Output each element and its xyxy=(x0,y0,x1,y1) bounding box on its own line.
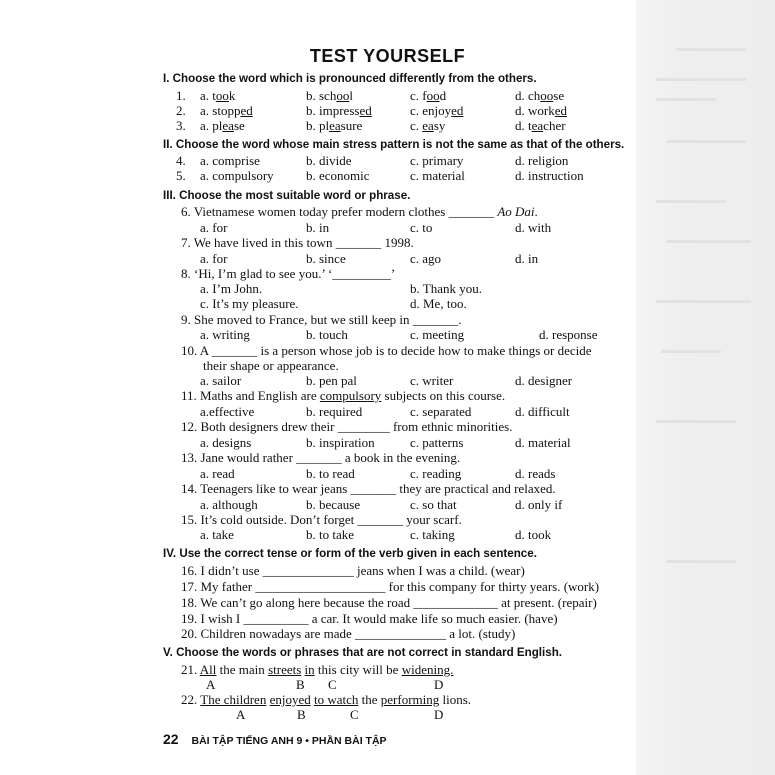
question-11-stem: 11. Maths and English are compulsory subjects on this course. xyxy=(181,388,506,403)
section-5-heading: V. Choose the words or phrases that are not correct in standard English. xyxy=(163,646,562,659)
question-21-letters: A B C D xyxy=(206,677,444,692)
question-22: 22. The children enjoyed to watch the performing lions. xyxy=(181,692,472,707)
section-4-heading: IV. Use the correct tense or form of the verb given in each sentence. xyxy=(163,547,537,560)
textbook-page: TEST YOURSELF I. Choose the word which is pronounced differently from the others. 1. a. took b. school c. food d. choose 2. a. stopped b. impressed c. enjoyed d. worked 3. a. please b. pleasure c. easy d. teacher II. Choose the word whose main stress pattern is not the same as that of the others. 4. a. comprise b. divide c. primary d. religion 5. a. compulsory b. economic c. material d. instruction III. Choose the most suitable word or phrase. 6. Vietnamese women today prefer modern clothes _______ Ao Dai. a. for b. in c. to d. with 7. We have lived in this town _______ 1998. a. for b. since c. ago d. in 8. ‘Hi, I’m glad to see you.’ ‘_________’ a. I’m John. b. Thank you. c. It’s my pleasure. d. Me, too. 9. She moved to France, but we still keep in _______. a. writing b. touch c. meeting d. response 10. A _______ is a person whose job is to decide how to make things or decide their shape or appearance. a. sailor b. pen pal c. writer d. designer 11. Maths and English are compulsory subjects on this course. a.effective b. required c. separated d. difficult 12. Both designers drew their ________ from ethnic minorities. a. designs b. inspiration c. patterns d. material 13. Jane would rather _______ a book in the evening. a. read b. to read c. reading d. reads 14. Teenagers like to wear jeans _______ they are practical and relaxed. a. although b. because c. so that d. only if 15. It’s cold outside. Don’t forget _______ your scarf. a. take b. to take c. taking d. took IV. Use the correct tense or form of the verb given in each sentence. 16. I didn’t use ______________ jeans when I was a child. (wear) 17. My father ____________________ for this company for thirty years. (work) 18. We can’t go along here because the road _____________ at present. (repair) 19. I wish I __________ a car. It would make life so much easier. (have) 20. Children nowadays are made ______________ a lot. (study) V. Choose the words or phrases that are not correct in standard English. 21. All the main streets in this city will be widening. A B C D 22. The children enjoyed to watch the performing lions. A B C D 22 BÀI TẬP TIẾNG ANH 9 • PHẦN BÀI TẬP xyxy=(0,0,775,775)
section-2-heading: II. Choose the word whose main stress pattern is not the same as that of the others. xyxy=(163,138,625,151)
adjacent-page-bleed xyxy=(636,0,775,775)
question-6-stem: 6. Vietnamese women today prefer modern clothes _______ Ao Dai. xyxy=(181,204,538,219)
question-9-stem: 9. She moved to France, but we still keep in _______. xyxy=(181,312,462,327)
question-8-stem: 8. ‘Hi, I’m glad to see you.’ ‘_________’ xyxy=(181,266,396,281)
question-15-stem: 15. It’s cold outside. Don’t forget _______ your scarf. xyxy=(181,512,462,527)
question-20: 20. Children nowadays are made ______________ a lot. (study) xyxy=(181,626,516,641)
section-3-heading: III. Choose the most suitable word or phrase. xyxy=(163,189,411,202)
page-title: TEST YOURSELF xyxy=(309,46,466,66)
question-14-stem: 14. Teenagers like to wear jeans _______ they are practical and relaxed. xyxy=(181,481,556,496)
page-footer xyxy=(163,731,387,747)
question-22-letters: A B C D xyxy=(236,707,444,722)
question-12-stem: 12. Both designers drew their ________ from ethnic minorities. xyxy=(181,419,513,434)
question-21: 21. All the main streets in this city will be widening. xyxy=(181,662,454,677)
question-19: 19. I wish I __________ a car. It would make life so much easier. (have) xyxy=(181,611,558,626)
question-7-stem: 7. We have lived in this town _______ 1998. xyxy=(181,235,414,250)
question-10-stem-cont: their shape or appearance. xyxy=(203,358,339,373)
question-10-stem: 10. A _______ is a person whose job is to decide how to make things or decide xyxy=(181,343,592,358)
question-16: 16. I didn’t use ______________ jeans when I was a child. (wear) xyxy=(181,563,525,578)
page-number: 22 xyxy=(163,731,179,747)
question-18: 18. We can’t go along here because the road _____________ at present. (repair) xyxy=(181,595,597,610)
book-title: BÀI TẬP TIẾNG ANH 9 • PHẦN BÀI TẬP xyxy=(191,735,387,747)
question-17: 17. My father ____________________ for this company for thirty years. (work) xyxy=(181,579,600,594)
section-1-heading: I. Choose the word which is pronounced differently from the others. xyxy=(163,72,537,85)
question-13-stem: 13. Jane would rather _______ a book in the evening. xyxy=(181,450,461,465)
